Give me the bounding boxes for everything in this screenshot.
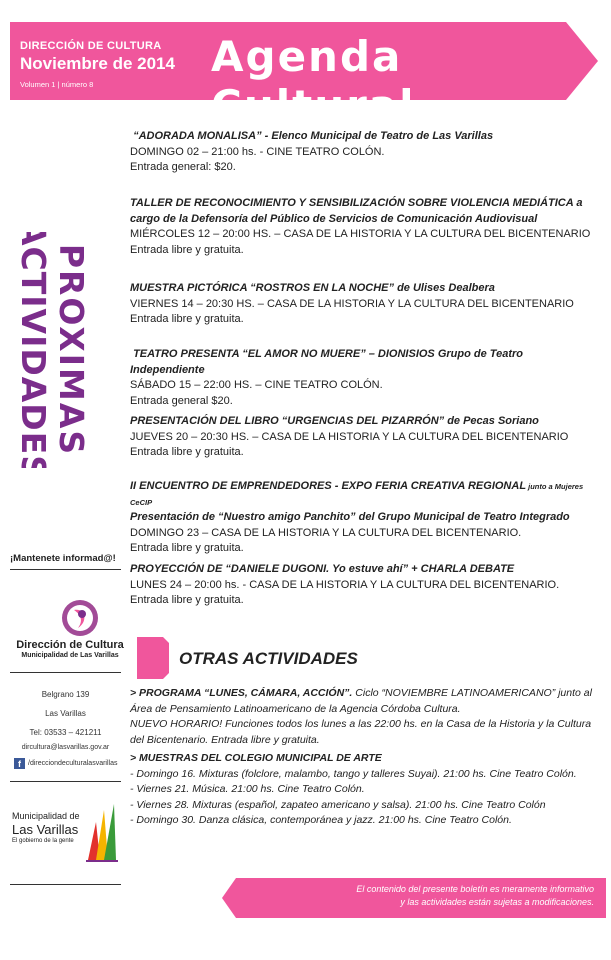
sidebar-divider: [10, 569, 121, 570]
municipality-line1: Municipalidad de: [12, 811, 80, 821]
activity-title: TALLER DE RECONOCIMIENTO Y SENSIBILIZACIÓN SOBRE VIOLENCIA MEDIÁTICA: [130, 197, 574, 209]
activity-partner: junto a Mujeres CeCIP: [130, 482, 584, 507]
activity-item: [130, 414, 568, 461]
otras-section: [130, 686, 596, 826]
activity-entry: Entrada libre y gratuita.: [130, 313, 244, 325]
issue-month: Noviembre de 2014: [20, 54, 175, 73]
program-schedule: NUEVO HORARIO! Funciones todos los lunes a las 22:00 hs. en la Casa de la Historia y la Cultura del Bicentenario. Entrada libre y gratuita.: [130, 718, 592, 746]
activity-title: II ENCUENTRO DE EMPRENDEDORES - EXPO FERIA CREATIVA REGIONAL: [130, 480, 527, 492]
activity-subtitle: de Pecas Soriano: [444, 415, 539, 427]
cultura-logo-title: Dirección de Cultura: [16, 639, 124, 651]
activity-entry: Entrada general $20.: [130, 394, 233, 407]
activity-title: PRESENTACIÓN DEL LIBRO “URGENCIAS DEL PIZARRÓN”: [130, 415, 445, 427]
contact-email[interactable]: dircultura@lasvarillas.gov.ar: [21, 744, 110, 751]
activity-subtitle: + CHARLA DEBATE: [408, 563, 515, 575]
facebook-icon: f: [14, 758, 25, 769]
activity-when: JUEVES 20 – 20:30 HS. – CASA DE LA HISTORIA Y LA CULTURA DEL BICENTENARIO: [130, 430, 569, 443]
sidebar-divider: [10, 781, 121, 782]
sidebar-divider: [10, 884, 121, 885]
activity-item: [130, 129, 493, 176]
activity-entry: Entrada libre y gratuita.: [130, 243, 244, 256]
activity-item: [130, 281, 574, 328]
activity-subtitle: de Ulises Dealbera: [394, 282, 495, 294]
program-text: Ciclo “NOVIEMBRE LATINOAMERICANO” junto al Área de Pensamiento Latinoamericano de la Agencia Córdoba Cultura.: [130, 687, 592, 715]
proximas-actividades-label: [10, 232, 110, 468]
contact-phone: Tel: 03533 – 421211: [29, 728, 102, 737]
facebook-handle: /direcciondeculturalasvarillas: [28, 760, 118, 767]
muestra-item: - Domingo 16. Mixturas (folclore, malambo, tango y talleres Suyai). 21:00 hs. Cine Teatro Colón.: [130, 767, 577, 780]
activity-when: MIÉRCOLES 12 – 20:00 HS. – CASA DE LA HISTORIA Y LA CULTURA DEL BICENTENARIO: [130, 228, 591, 240]
muestras-block: [130, 751, 596, 829]
department-name: DIRECCIÓN DE CULTURA: [20, 40, 162, 52]
activity-when: SÁBADO 15 – 22:00 HS. – CINE TEATRO COLÓN.: [130, 379, 383, 391]
activity-when: LUNES 24 – 20:00 hs. - CASA DE LA HISTORIA Y LA CULTURA DEL BICENTENARIO.: [130, 578, 560, 591]
muestras-title: > MUESTRAS DEL COLEGIO MUNICIPAL DE ARTE: [130, 752, 382, 764]
page-title: Agenda Cultural: [211, 32, 416, 130]
volume-number: Volumen 1 | número 8: [20, 80, 94, 89]
activity-title: MUESTRA PICTÓRICA “ROSTROS EN LA NOCHE”: [130, 282, 395, 294]
activity-subtitle: a cargo de la Defensoría del Público de Servicios de Comunicación Audiovisual: [130, 197, 583, 225]
activity-item: [130, 562, 559, 609]
activity-subtitle: - Elenco Municipal de Teatro de Las Varillas: [261, 130, 494, 142]
activity-item: [130, 479, 596, 557]
program-block: [130, 686, 596, 717]
vertical-label-line2: ACTIVIDADES: [14, 232, 53, 468]
sidebar-divider: [10, 672, 121, 673]
disclaimer-line2: y las actividades están sujetas a modificaciones.: [400, 897, 594, 907]
municipality-name: Las Varillas: [12, 822, 79, 837]
activity-entry: Entrada libre y gratuita.: [130, 446, 244, 458]
activity-entry: Entrada libre y gratuita.: [130, 594, 244, 606]
contact-address: Belgrano 139: [41, 690, 90, 699]
activity-title: TEATRO PRESENTA “EL AMOR NO MUERE” – DIONISIOS: [133, 348, 435, 360]
municipality-logo-icon: [84, 800, 120, 862]
activity-item: [130, 196, 596, 258]
stay-informed-label: ¡Mantenete informad@!: [10, 553, 116, 564]
otras-section-marker: [137, 637, 169, 679]
activity-subtitle: Grupo de Teatro Independiente: [130, 348, 523, 376]
contact-city: Las Varillas: [45, 709, 86, 718]
activity-line2: Presentación de “Nuestro amigo Panchito” del Grupo Municipal de Teatro Integrado: [130, 511, 570, 523]
activity-item: [130, 347, 596, 409]
muestra-item: - Viernes 21. Música. 21:00 hs. Cine Teatro Colón.: [130, 783, 365, 795]
otras-heading: OTRAS ACTIVIDADES: [179, 649, 358, 668]
activity-when: DOMINGO 23 – CASA DE LA HISTORIA Y LA CULTURA DEL BICENTENARIO.: [130, 526, 522, 539]
cultura-logo-icon: [60, 598, 100, 638]
cultura-logo-subtitle: Municipalidad de Las Varillas: [21, 652, 119, 659]
muestra-item: - Viernes 28. Mixturas (español, zapateo americano y salsa). 21:00 hs. Cine Teatro Colón: [130, 798, 546, 811]
activity-entry: Entrada libre y gratuita.: [130, 542, 244, 554]
disclaimer-text: [356, 883, 594, 909]
muestra-item: - Domingo 30. Danza clásica, contemporánea y jazz. 21:00 hs. Cine Teatro Colón.: [130, 814, 512, 826]
footer-banner: [222, 878, 606, 918]
municipality-slogan: El gobierno de la gente: [12, 838, 74, 844]
activity-entry: Entrada general: $20.: [130, 161, 236, 173]
activity-when: DOMINGO 02 – 21:00 hs. - CINE TEATRO COLÓN.: [130, 145, 385, 158]
header-banner: [10, 22, 598, 130]
disclaimer-line1: El contenido del presente boletín es meramente informativo: [356, 884, 594, 894]
facebook-link[interactable]: [14, 758, 118, 769]
activity-title: PROYECCIÓN DE “DANIELE DUGONI. Yo estuve ahí”: [130, 563, 409, 575]
vertical-label-line1: PROXIMAS: [52, 243, 91, 457]
activity-title: “ADORADA MONALISA”: [133, 130, 262, 142]
program-title: > PROGRAMA “LUNES, CÁMARA, ACCIÓN”.: [130, 687, 353, 699]
activity-when: VIERNES 14 – 20:30 HS. – CASA DE LA HISTORIA Y LA CULTURA DEL BICENTENARIO: [130, 297, 574, 310]
